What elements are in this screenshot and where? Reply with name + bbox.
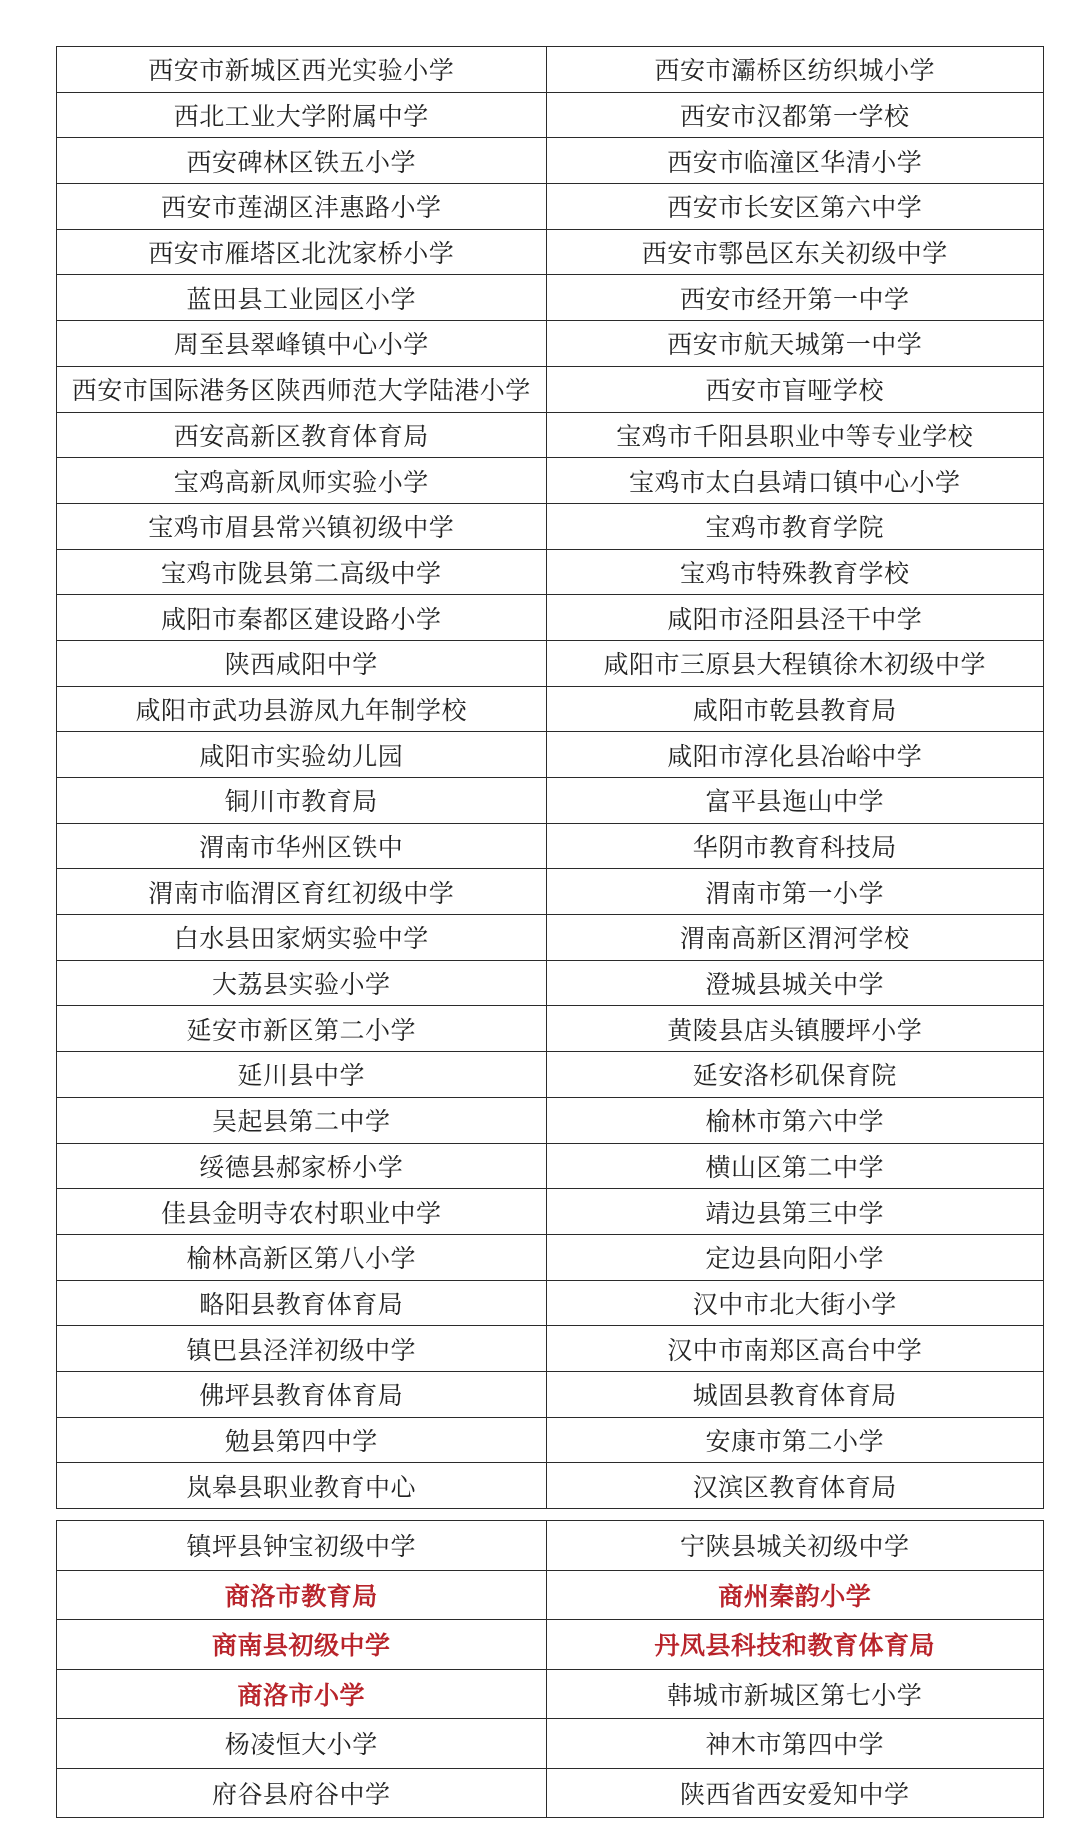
table-row [57,366,1044,412]
school-name-cell: 镇坪县钟宝初级中学 [57,1521,547,1571]
table-row [57,960,1044,1006]
school-name-cell: 榆林高新区第八小学 [57,1234,547,1280]
table-row [57,1052,1044,1098]
table-row [57,458,1044,504]
school-name-cell: 汉滨区教育体育局 [546,1463,1043,1509]
school-name-cell: 镇巴县泾洋初级中学 [57,1326,547,1372]
school-name-cell: 靖边县第三中学 [546,1189,1043,1235]
school-name-cell: 西安碑林区铁五小学 [57,138,547,184]
school-name-cell: 佛坪县教育体育局 [57,1371,547,1417]
table-row [57,686,1044,732]
school-name-cell: 西安市新城区西光实验小学 [57,47,547,93]
highlighted-school-name-cell: 商洛市教育局 [57,1570,547,1620]
school-name-cell: 延川县中学 [57,1052,547,1098]
school-list-table-continued [56,1520,1044,1818]
school-name-cell: 宝鸡高新凤师实验小学 [57,458,547,504]
table-row [57,869,1044,915]
table-row [57,503,1044,549]
school-list-body [57,47,1044,1509]
table-row [57,1006,1044,1052]
table-row [57,229,1044,275]
school-name-cell: 勉县第四中学 [57,1417,547,1463]
school-name-cell: 陕西省西安爱知中学 [546,1768,1043,1818]
school-name-cell: 城固县教育体育局 [546,1371,1043,1417]
table-row [57,915,1044,961]
table-row [57,138,1044,184]
school-name-cell: 宁陕县城关初级中学 [546,1521,1043,1571]
school-name-cell: 宝鸡市千阳县职业中等专业学校 [546,412,1043,458]
school-name-cell: 咸阳市武功县游凤九年制学校 [57,686,547,732]
table-row [57,1189,1044,1235]
school-name-cell: 杨凌恒大小学 [57,1719,547,1769]
school-name-cell: 汉中市北大街小学 [546,1280,1043,1326]
school-name-cell: 西安高新区教育体育局 [57,412,547,458]
school-name-cell: 富平县迤山中学 [546,778,1043,824]
school-name-cell: 陕西咸阳中学 [57,640,547,686]
school-name-cell: 黄陵县店头镇腰坪小学 [546,1006,1043,1052]
school-name-cell: 咸阳市乾县教育局 [546,686,1043,732]
table-row [57,1326,1044,1372]
table-row [57,1669,1044,1719]
school-name-cell: 略阳县教育体育局 [57,1280,547,1326]
school-name-cell: 宝鸡市太白县靖口镇中心小学 [546,458,1043,504]
school-name-cell: 宝鸡市特殊教育学校 [546,549,1043,595]
school-name-cell: 汉中市南郑区高台中学 [546,1326,1043,1372]
school-name-cell: 咸阳市秦都区建设路小学 [57,595,547,641]
school-name-cell: 咸阳市实验幼儿园 [57,732,547,778]
highlighted-school-name-cell: 丹凤县科技和教育体育局 [546,1620,1043,1670]
school-name-cell: 西安市长安区第六中学 [546,184,1043,230]
school-name-cell: 府谷县府谷中学 [57,1768,547,1818]
school-name-cell: 佳县金明寺农村职业中学 [57,1189,547,1235]
school-name-cell: 宝鸡市陇县第二高级中学 [57,549,547,595]
table-row [57,1280,1044,1326]
table-row [57,1234,1044,1280]
highlighted-school-name-cell: 商州秦韵小学 [546,1570,1043,1620]
school-name-cell: 延安洛杉矶保育院 [546,1052,1043,1098]
school-name-cell: 宝鸡市教育学院 [546,503,1043,549]
table-row [57,1097,1044,1143]
school-name-cell: 西安市雁塔区北沈家桥小学 [57,229,547,275]
school-name-cell: 横山区第二中学 [546,1143,1043,1189]
table-row [57,640,1044,686]
school-name-cell: 渭南市华州区铁中 [57,823,547,869]
table-row [57,823,1044,869]
table-row [57,47,1044,93]
school-list-table [56,46,1044,1509]
school-name-cell: 渭南高新区渭河学校 [546,915,1043,961]
school-name-cell: 西安市经开第一中学 [546,275,1043,321]
school-name-cell: 西北工业大学附属中学 [57,92,547,138]
highlighted-school-name-cell: 商洛市小学 [57,1669,547,1719]
table-row [57,732,1044,778]
school-name-cell: 渭南市临渭区育红初级中学 [57,869,547,915]
school-name-cell: 宝鸡市眉县常兴镇初级中学 [57,503,547,549]
table-row [57,184,1044,230]
school-name-cell: 周至县翠峰镇中心小学 [57,321,547,367]
school-name-cell: 西安市灞桥区纺织城小学 [546,47,1043,93]
table-row [57,1768,1044,1818]
table-row [57,92,1044,138]
table-row [57,1719,1044,1769]
school-name-cell: 榆林市第六中学 [546,1097,1043,1143]
school-name-cell: 安康市第二小学 [546,1417,1043,1463]
school-name-cell: 定边县向阳小学 [546,1234,1043,1280]
school-name-cell: 白水县田家炳实验中学 [57,915,547,961]
school-name-cell: 神木市第四中学 [546,1719,1043,1769]
school-list-body-continued [57,1521,1044,1818]
school-name-cell: 西安市鄠邑区东关初级中学 [546,229,1043,275]
school-name-cell: 西安市航天城第一中学 [546,321,1043,367]
table-row [57,275,1044,321]
school-name-cell: 大荔县实验小学 [57,960,547,1006]
table-row [57,595,1044,641]
highlighted-school-name-cell: 商南县初级中学 [57,1620,547,1670]
school-name-cell: 韩城市新城区第七小学 [546,1669,1043,1719]
table-row [57,1143,1044,1189]
table-row [57,1570,1044,1620]
school-name-cell: 蓝田县工业园区小学 [57,275,547,321]
school-name-cell: 岚皋县职业教育中心 [57,1463,547,1509]
table-row [57,412,1044,458]
school-name-cell: 吴起县第二中学 [57,1097,547,1143]
school-name-cell: 延安市新区第二小学 [57,1006,547,1052]
table-row [57,1371,1044,1417]
school-name-cell: 西安市盲哑学校 [546,366,1043,412]
table-row [57,1417,1044,1463]
school-name-cell: 咸阳市三原县大程镇徐木初级中学 [546,640,1043,686]
table-row [57,1463,1044,1509]
table-row [57,321,1044,367]
school-name-cell: 绥德县郝家桥小学 [57,1143,547,1189]
school-name-cell: 渭南市第一小学 [546,869,1043,915]
school-name-cell: 西安市国际港务区陕西师范大学陆港小学 [57,366,547,412]
table-row [57,549,1044,595]
school-name-cell: 铜川市教育局 [57,778,547,824]
school-name-cell: 西安市汉都第一学校 [546,92,1043,138]
school-name-cell: 咸阳市泾阳县泾干中学 [546,595,1043,641]
school-name-cell: 澄城县城关中学 [546,960,1043,1006]
table-row [57,1521,1044,1571]
school-name-cell: 咸阳市淳化县冶峪中学 [546,732,1043,778]
school-name-cell: 西安市莲湖区沣惠路小学 [57,184,547,230]
school-name-cell: 西安市临潼区华清小学 [546,138,1043,184]
table-row [57,778,1044,824]
table-row [57,1620,1044,1670]
school-name-cell: 华阴市教育科技局 [546,823,1043,869]
